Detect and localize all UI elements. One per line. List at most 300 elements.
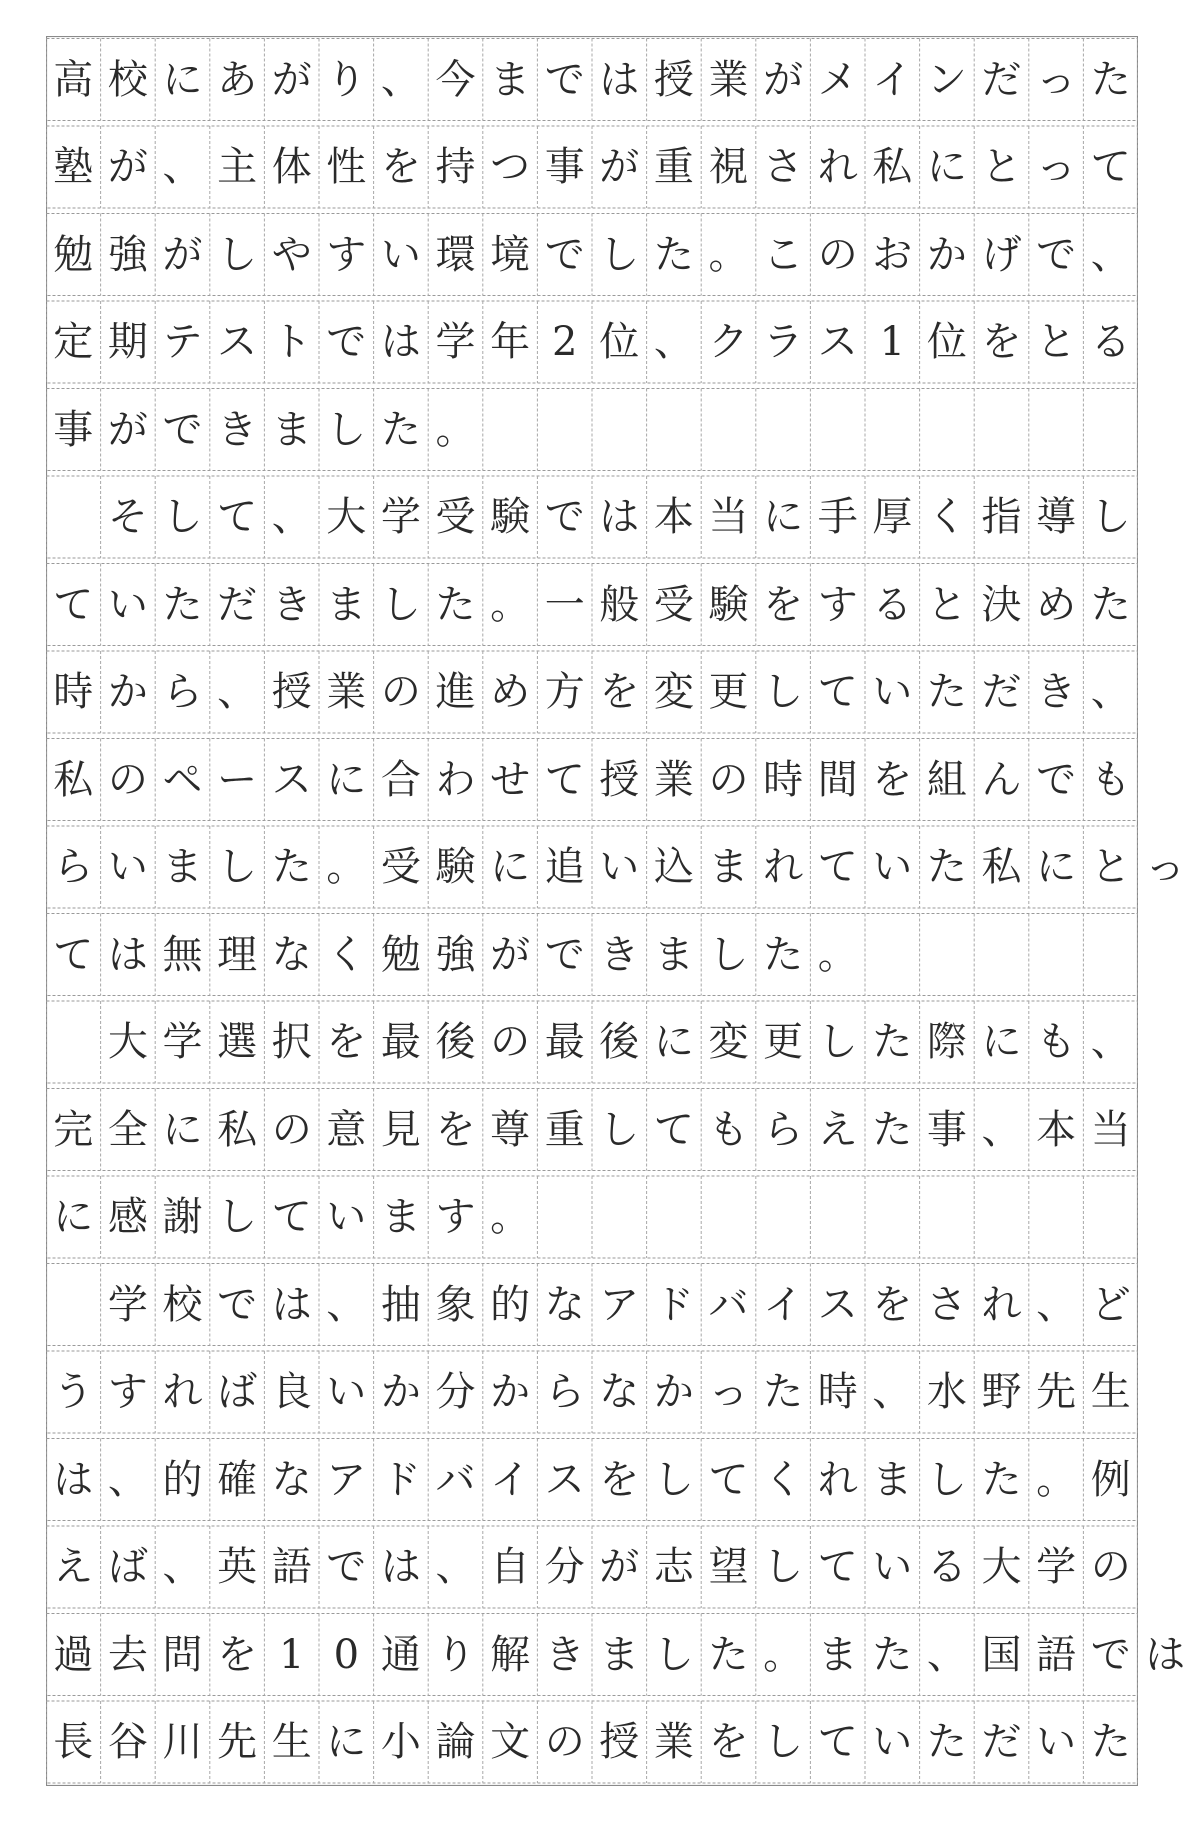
manuscript-character: な <box>544 1281 585 1328</box>
manuscript-character: ら <box>53 844 94 890</box>
manuscript-line <box>46 1351 1138 1433</box>
manuscript-character: 的 <box>162 1456 203 1503</box>
manuscript-character: し <box>217 844 258 890</box>
manuscript-character: の <box>490 1019 531 1065</box>
manuscript-character: で <box>326 319 367 365</box>
manuscript-character: 環 <box>435 231 476 278</box>
manuscript-character: ま <box>817 1631 858 1678</box>
manuscript-character: 。 <box>326 844 367 890</box>
manuscript-character: お <box>872 231 913 278</box>
manuscript-character: ス <box>544 1456 585 1503</box>
manuscript-character: で <box>326 1544 367 1590</box>
manuscript-character: 感 <box>107 1194 148 1240</box>
manuscript-character: 今 <box>435 56 476 103</box>
manuscript-character: し <box>326 406 367 453</box>
manuscript-character: 、 <box>162 144 203 190</box>
manuscript-character: 時 <box>763 756 804 803</box>
manuscript-character: い <box>599 844 640 890</box>
manuscript-character: 主 <box>217 144 258 190</box>
manuscript-character: 授 <box>271 669 312 715</box>
manuscript-character: 験 <box>708 581 749 628</box>
manuscript-character: 本 <box>653 494 694 540</box>
manuscript-character: 指 <box>981 494 1022 540</box>
manuscript-character: の <box>271 1106 312 1153</box>
manuscript-character: 変 <box>653 669 694 715</box>
manuscript-character: 。 <box>708 231 749 278</box>
manuscript-character: て <box>653 1106 694 1153</box>
manuscript-character: 導 <box>1036 494 1077 540</box>
manuscript-character: 。 <box>1036 1456 1077 1503</box>
manuscript-character: た <box>926 844 967 890</box>
manuscript-character: た <box>872 1019 913 1065</box>
manuscript-character: た <box>1090 581 1131 628</box>
manuscript-character: 業 <box>708 56 749 103</box>
manuscript-character: 高 <box>53 56 94 103</box>
manuscript-character: イ <box>872 56 913 103</box>
manuscript-character: 、 <box>1090 1019 1131 1065</box>
manuscript-character: 最 <box>380 1019 421 1065</box>
manuscript-character: 、 <box>107 1456 148 1503</box>
manuscript-character: い <box>380 231 421 278</box>
manuscript-character: 川 <box>162 1719 203 1765</box>
manuscript-character: い <box>872 669 913 715</box>
manuscript-character: て <box>817 669 858 715</box>
manuscript-character: 私 <box>981 844 1022 890</box>
manuscript-character: て <box>817 1719 858 1765</box>
manuscript-character: 1 <box>879 319 906 365</box>
manuscript-character: う <box>53 1369 94 1415</box>
manuscript-line <box>46 301 1138 383</box>
manuscript-character: に <box>981 1019 1022 1065</box>
manuscript-character: ら <box>544 1369 585 1415</box>
manuscript-character: く <box>763 1456 804 1503</box>
manuscript-character: が <box>271 56 312 103</box>
manuscript-character: 例 <box>1090 1456 1131 1503</box>
manuscript-character: し <box>653 1631 694 1678</box>
manuscript-character: を <box>326 1019 367 1065</box>
manuscript-character: て <box>708 1456 749 1503</box>
manuscript-character: 語 <box>271 1544 312 1590</box>
manuscript-character: 。 <box>490 581 531 628</box>
manuscript-character: 重 <box>653 144 694 190</box>
manuscript-character: し <box>1090 494 1131 540</box>
manuscript-character: き <box>544 1631 585 1678</box>
manuscript-character: 当 <box>708 494 749 540</box>
manuscript-character <box>46 1001 101 1083</box>
manuscript-character: イ <box>490 1456 531 1503</box>
manuscript-character: 込 <box>653 844 694 890</box>
manuscript-character: っ <box>708 1369 749 1415</box>
manuscript-character: い <box>326 1194 367 1240</box>
manuscript-character: か <box>380 1369 421 1415</box>
manuscript-character: し <box>599 1106 640 1153</box>
manuscript-character: げ <box>981 231 1022 278</box>
manuscript-character: し <box>599 231 640 278</box>
manuscript-character: を <box>872 1281 913 1328</box>
manuscript-character: 校 <box>107 56 148 103</box>
manuscript-character: 事 <box>53 406 94 453</box>
manuscript-text <box>46 36 1186 1786</box>
manuscript-character: ま <box>490 56 531 103</box>
manuscript-character: の <box>107 756 148 803</box>
manuscript-character: れ <box>817 144 858 190</box>
manuscript-character: も <box>1036 1019 1077 1065</box>
manuscript-character: 大 <box>981 1544 1022 1590</box>
manuscript-character: た <box>653 231 694 278</box>
manuscript-character: 望 <box>708 1544 749 1590</box>
manuscript-character: 業 <box>653 756 694 803</box>
manuscript-character: 塾 <box>53 144 94 190</box>
manuscript-character <box>46 476 101 558</box>
manuscript-character: 1 <box>278 1631 305 1678</box>
manuscript-character: 志 <box>653 1544 694 1590</box>
manuscript-character: 英 <box>217 1544 258 1590</box>
manuscript-character: ん <box>981 756 1022 803</box>
manuscript-character: で <box>1036 231 1077 278</box>
manuscript-character: 組 <box>926 756 967 803</box>
manuscript-character: に <box>653 1019 694 1065</box>
manuscript-character: な <box>271 1456 312 1503</box>
manuscript-line <box>46 214 1138 296</box>
manuscript-character: 校 <box>162 1281 203 1328</box>
manuscript-character: ペ <box>162 756 203 803</box>
manuscript-character: 文 <box>490 1719 531 1765</box>
manuscript-character: た <box>763 931 804 978</box>
manuscript-character: し <box>708 931 749 978</box>
manuscript-character: だ <box>217 581 258 628</box>
manuscript-character: な <box>271 931 312 978</box>
manuscript-character: 合 <box>380 756 421 803</box>
manuscript-character: り <box>435 1631 476 1678</box>
manuscript-character: は <box>53 1456 94 1503</box>
manuscript-character: に <box>1036 844 1077 890</box>
manuscript-character: し <box>763 1544 804 1590</box>
manuscript-character: れ <box>981 1281 1022 1328</box>
manuscript-character: ま <box>708 844 749 890</box>
manuscript-character: て <box>817 1544 858 1590</box>
manuscript-character: 更 <box>708 669 749 715</box>
manuscript-character: 定 <box>53 319 94 365</box>
manuscript-character: 強 <box>435 931 476 978</box>
manuscript-character: 、 <box>872 1369 913 1415</box>
manuscript-character: す <box>817 581 858 628</box>
manuscript-character: 間 <box>817 756 858 803</box>
manuscript-character: て <box>544 756 585 803</box>
manuscript-character: た <box>981 1456 1022 1503</box>
manuscript-character: 体 <box>271 144 312 190</box>
manuscript-character: 追 <box>544 844 585 890</box>
manuscript-character: 学 <box>107 1281 148 1328</box>
manuscript-character: で <box>162 406 203 453</box>
manuscript-character: と <box>981 144 1022 190</box>
manuscript-character: た <box>271 844 312 890</box>
manuscript-character: 際 <box>926 1019 967 1065</box>
manuscript-character: た <box>162 581 203 628</box>
manuscript-character: ク <box>708 319 749 365</box>
manuscript-character: い <box>326 1369 367 1415</box>
manuscript-character: く <box>326 931 367 978</box>
manuscript-character: り <box>326 56 367 103</box>
manuscript-character: バ <box>435 1456 476 1503</box>
manuscript-character: っ <box>1036 144 1077 190</box>
manuscript-character: 尊 <box>490 1106 531 1153</box>
manuscript-character: と <box>1036 319 1077 365</box>
manuscript-character: れ <box>817 1456 858 1503</box>
manuscript-line <box>46 1701 1138 1783</box>
manuscript-character: ど <box>1090 1281 1131 1328</box>
manuscript-character: を <box>599 669 640 715</box>
manuscript-character: で <box>544 931 585 978</box>
manuscript-character: い <box>872 844 913 890</box>
manuscript-character: 私 <box>217 1106 258 1153</box>
manuscript-character: で <box>1090 1631 1131 1678</box>
manuscript-character: 先 <box>217 1719 258 1765</box>
manuscript-character: 謝 <box>162 1194 203 1240</box>
manuscript-character: と <box>1090 844 1131 890</box>
manuscript-character: れ <box>162 1369 203 1415</box>
manuscript-character: 大 <box>107 1019 148 1065</box>
manuscript-character: ド <box>380 1456 421 1503</box>
manuscript-character: 境 <box>490 231 531 278</box>
manuscript-character: で <box>1036 756 1077 803</box>
manuscript-character: き <box>599 931 640 978</box>
manuscript-character: 位 <box>926 319 967 365</box>
manuscript-character: 水 <box>926 1369 967 1415</box>
manuscript-character: 一 <box>544 581 585 628</box>
manuscript-character: れ <box>763 844 804 890</box>
manuscript-character: 受 <box>380 844 421 890</box>
manuscript-character: を <box>981 319 1022 365</box>
manuscript-character: に <box>763 494 804 540</box>
manuscript-character: す <box>326 231 367 278</box>
manuscript-character: ま <box>653 931 694 978</box>
manuscript-character: を <box>380 144 421 190</box>
manuscript-character: 、 <box>1036 1281 1077 1328</box>
manuscript-character: が <box>107 406 148 453</box>
manuscript-line <box>46 826 1186 908</box>
manuscript-character: の <box>1090 1544 1131 1590</box>
manuscript-character: て <box>1090 144 1131 190</box>
manuscript-character: た <box>1090 1719 1131 1765</box>
manuscript-character: 授 <box>599 1719 640 1765</box>
manuscript-character: し <box>217 231 258 278</box>
manuscript-character: 自 <box>490 1544 531 1590</box>
manuscript-character: 解 <box>490 1631 531 1678</box>
manuscript-line <box>46 1089 1138 1171</box>
manuscript-character: 位 <box>599 319 640 365</box>
manuscript-character: 手 <box>817 494 858 540</box>
manuscript-character: め <box>1036 581 1077 628</box>
manuscript-character: そ <box>107 494 148 540</box>
manuscript-character: や <box>271 231 312 278</box>
manuscript-character: ス <box>817 1281 858 1328</box>
manuscript-character: 期 <box>107 319 148 365</box>
manuscript-character: 強 <box>107 231 148 278</box>
manuscript-character: た <box>763 1369 804 1415</box>
manuscript-character: ラ <box>763 319 804 365</box>
manuscript-character: 、 <box>326 1281 367 1328</box>
manuscript-character: た <box>872 1106 913 1153</box>
manuscript-character: ま <box>872 1456 913 1503</box>
manuscript-character: 持 <box>435 144 476 190</box>
manuscript-character: 受 <box>435 494 476 540</box>
manuscript-character: え <box>53 1544 94 1590</box>
manuscript-character: は <box>380 319 421 365</box>
manuscript-character: て <box>817 844 858 890</box>
manuscript-character: を <box>435 1106 476 1153</box>
manuscript-character: 事 <box>544 144 585 190</box>
manuscript-character: 、 <box>380 56 421 103</box>
manuscript-character: 験 <box>490 494 531 540</box>
manuscript-character: イ <box>763 1281 804 1328</box>
manuscript-character: ス <box>817 319 858 365</box>
manuscript-character: し <box>380 581 421 628</box>
manuscript-character: し <box>763 1719 804 1765</box>
manuscript-character: ト <box>271 319 312 365</box>
manuscript-character: に <box>326 756 367 803</box>
manuscript-character: 野 <box>981 1369 1022 1415</box>
manuscript-character: つ <box>490 144 531 190</box>
manuscript-character: が <box>107 144 148 190</box>
manuscript-character: 時 <box>53 669 94 715</box>
manuscript-character: が <box>490 931 531 978</box>
manuscript-character: ば <box>217 1369 258 1415</box>
manuscript-character: す <box>107 1369 148 1415</box>
manuscript-character: も <box>708 1106 749 1153</box>
manuscript-character: た <box>1090 56 1131 103</box>
manuscript-character: い <box>872 1544 913 1590</box>
manuscript-character: 受 <box>653 581 694 628</box>
manuscript-character: 、 <box>162 1544 203 1590</box>
manuscript-character: 性 <box>326 144 367 190</box>
manuscript-character: は <box>599 494 640 540</box>
manuscript-character: さ <box>763 144 804 190</box>
manuscript-character: 本 <box>1036 1106 1077 1153</box>
manuscript-character: 生 <box>271 1719 312 1765</box>
manuscript-character: 学 <box>1036 1544 1077 1590</box>
manuscript-character: 、 <box>435 1544 476 1590</box>
manuscript-character: 年 <box>490 319 531 365</box>
manuscript-character: 2 <box>551 319 578 365</box>
manuscript-character: 勉 <box>53 231 94 278</box>
manuscript-character: 通 <box>380 1631 421 1678</box>
manuscript-character: ア <box>326 1456 367 1503</box>
manuscript-line <box>46 1526 1138 1608</box>
manuscript-character: せ <box>490 756 531 803</box>
manuscript-character: テ <box>162 319 203 365</box>
manuscript-character: き <box>1036 669 1077 715</box>
manuscript-character: ら <box>763 1106 804 1153</box>
manuscript-character <box>46 1264 101 1346</box>
manuscript-character: 験 <box>435 844 476 890</box>
manuscript-character: 授 <box>599 756 640 803</box>
manuscript-character: し <box>653 1456 694 1503</box>
manuscript-character: を <box>763 581 804 628</box>
manuscript-character: か <box>653 1369 694 1415</box>
manuscript-character: て <box>271 1194 312 1240</box>
manuscript-character: 厚 <box>872 494 913 540</box>
manuscript-character: 勉 <box>380 931 421 978</box>
manuscript-character: し <box>217 1194 258 1240</box>
manuscript-character: 業 <box>326 669 367 715</box>
manuscript-character: 更 <box>763 1019 804 1065</box>
manuscript-character: 最 <box>544 1019 585 1065</box>
manuscript-character: え <box>817 1106 858 1153</box>
manuscript-character: に <box>162 56 203 103</box>
manuscript-character: い <box>107 844 148 890</box>
manuscript-character: き <box>271 581 312 628</box>
manuscript-line <box>46 1439 1138 1521</box>
manuscript-character: 大 <box>326 494 367 540</box>
manuscript-character: た <box>926 669 967 715</box>
manuscript-character: に <box>162 1106 203 1153</box>
manuscript-character: 、 <box>981 1106 1022 1153</box>
manuscript-character: は <box>1145 1631 1186 1678</box>
manuscript-line <box>46 564 1138 646</box>
manuscript-character: き <box>217 406 258 453</box>
manuscript-character: た <box>380 406 421 453</box>
manuscript-character: 理 <box>217 931 258 978</box>
manuscript-character: に <box>490 844 531 890</box>
manuscript-character: た <box>926 1719 967 1765</box>
manuscript-character: 意 <box>326 1106 367 1153</box>
manuscript-character: で <box>544 231 585 278</box>
manuscript-character: す <box>435 1194 476 1240</box>
manuscript-character: 、 <box>1090 669 1131 715</box>
manuscript-character: を <box>599 1456 640 1503</box>
manuscript-line <box>46 126 1138 208</box>
manuscript-character: の <box>817 231 858 278</box>
manuscript-character: ま <box>599 1631 640 1678</box>
manuscript-character: 谷 <box>107 1719 148 1765</box>
manuscript-character: ド <box>653 1281 694 1328</box>
manuscript-character: を <box>217 1631 258 1678</box>
manuscript-character: 抽 <box>380 1281 421 1328</box>
manuscript-character: し <box>162 494 203 540</box>
manuscript-character: し <box>926 1456 967 1503</box>
manuscript-character: 決 <box>981 581 1022 628</box>
manuscript-character: 択 <box>271 1019 312 1065</box>
manuscript-character: か <box>926 231 967 278</box>
manuscript-character: 、 <box>926 1631 967 1678</box>
manuscript-character: が <box>162 231 203 278</box>
manuscript-character: の <box>708 756 749 803</box>
manuscript-character: ま <box>271 406 312 453</box>
manuscript-character: は <box>380 1544 421 1590</box>
manuscript-character: わ <box>435 756 476 803</box>
manuscript-character: 学 <box>162 1019 203 1065</box>
manuscript-character: 私 <box>53 756 94 803</box>
manuscript-character: 全 <box>107 1106 148 1153</box>
manuscript-character: も <box>1090 756 1131 803</box>
manuscript-character: と <box>926 581 967 628</box>
manuscript-character: 。 <box>817 931 858 978</box>
manuscript-character: で <box>544 56 585 103</box>
manuscript-character: 私 <box>872 144 913 190</box>
manuscript-character: く <box>926 494 967 540</box>
manuscript-character: ア <box>599 1281 640 1328</box>
manuscript-character: て <box>217 494 258 540</box>
manuscript-character: 良 <box>271 1369 312 1415</box>
manuscript-character: に <box>53 1194 94 1240</box>
manuscript-character: 完 <box>53 1106 94 1153</box>
manuscript-line <box>46 476 1138 558</box>
manuscript-character: 学 <box>435 319 476 365</box>
manuscript-character: は <box>271 1281 312 1328</box>
manuscript-character: の <box>544 1719 585 1765</box>
manuscript-character: 、 <box>1090 231 1131 278</box>
manuscript-character: 問 <box>162 1631 203 1678</box>
